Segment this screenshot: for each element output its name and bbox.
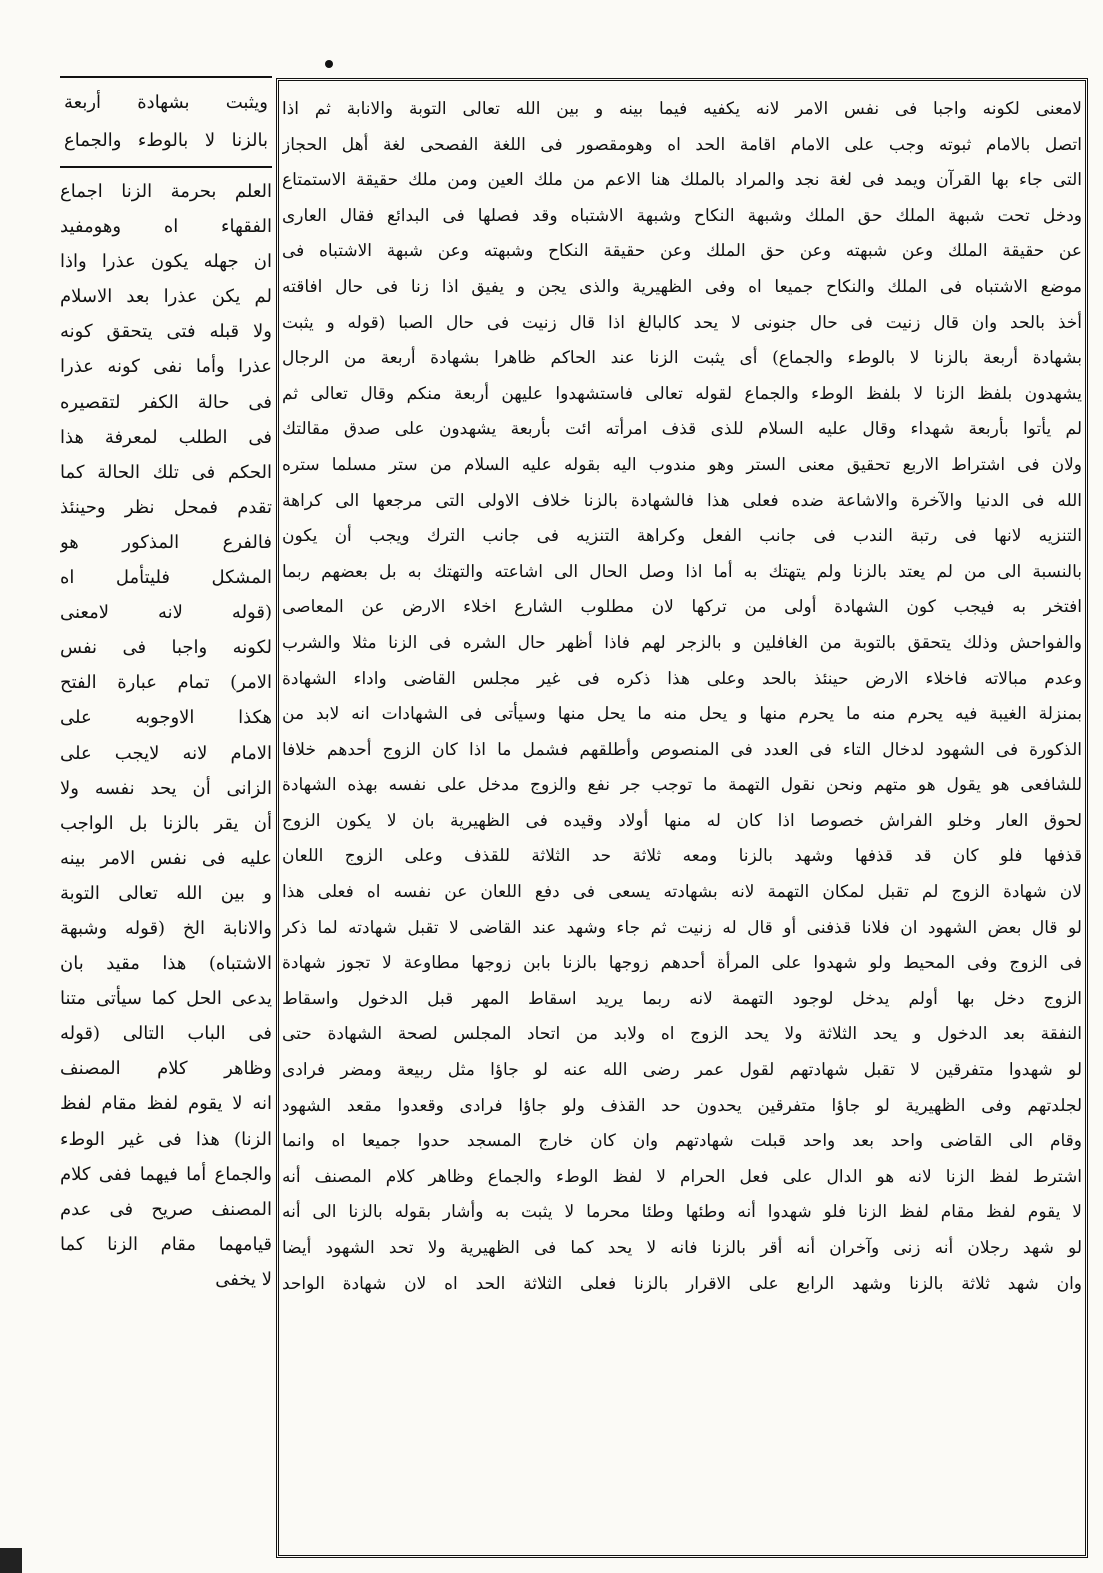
text-line: بشهادة أربعة بالزنا لا بالوطء والجماع) أى يثبت الزنا عند الحاكم ظاهرا بشهادة أربعة من الرجال <box>282 348 1082 369</box>
text-line: عليه فى نفس الامر بينه <box>60 847 272 869</box>
scan-mark <box>0 1548 22 1573</box>
page-dot <box>325 60 333 68</box>
text-line: الامر) تمام عبارة الفتح <box>60 672 272 694</box>
text-line: لكونه واجبا فى نفس <box>60 637 272 659</box>
text-line: الذكورة فى الشهود لدخال التاء فى العدد فى المنصوص وأطلقهم فشمل ما اذا كان الزوج أحدهم خلافا <box>282 739 1082 760</box>
text-line: موضع الاشتباه فى الملك والنكاح جميعا اه وفى الظهيرية والذى يجن و يفيق اذا زنا فى حال افاقته <box>282 276 1082 297</box>
text-line: الامام لانه لايجب على <box>60 742 272 764</box>
text-line: ولان فى اشتراط الاربع تحقيق معنى الستر وهو مندوب اليه بقوله عليه السلام من ستر مسلما ستره <box>282 454 1082 475</box>
text-line: قذفها فلو كان قد قذفها وشهد بالزنا ومعه ثلاثة حد الثلاثة للقذف وعلى الزوج اللعان <box>282 846 1082 867</box>
text-line: لا يخفى <box>215 1268 272 1290</box>
text-line: ان جهله يكون عذرا واذا <box>60 251 272 273</box>
text-line: وظاهر كلام المصنف <box>60 1058 272 1080</box>
text-line: عذرا وأما نفى كونه عذرا <box>60 356 272 378</box>
text-line: لو شهدوا متفرقين لا تقبل شهادتهم لقول عمر رضى الله عنه لو جاؤا مثل ربيعة ومضر فرادى <box>282 1060 1082 1081</box>
text-line: وقام الى القاضى واحد بعد واحد قبلت شهادتهم وان كان خارج المسجد حدوا جميعا اه وانما <box>282 1131 1082 1152</box>
text-line: يدعى الحل كما سيأتى متنا <box>60 988 272 1010</box>
text-line: فى حالة الكفر لتقصيره <box>60 391 272 413</box>
side-text <box>60 174 272 1297</box>
text-line: بالنسبة الى من لم يعتد بالزنا ولم يتهتك به أما اذا وصل الحال الى اشاعته والتهتك به بل بعضهم ربما <box>282 561 1082 582</box>
text-line: والانابة الخ (قوله وشبهة <box>60 917 272 939</box>
text-line: فى الطلب لمعرفة هذا <box>60 426 272 448</box>
text-line: لم يأتوا بأربعة شهداء وقال عليه السلام للذى قذف امرأته ائت بأربعة يشهدون على صدق مقالتك <box>282 419 1082 440</box>
text-line: فالفرع المذكور هو <box>60 531 272 553</box>
text-line: وعدم مبالاته فاخلاء الارض حينئذ بالحد وعلى هذا ذكره فى غير مجلس القاضى واداء الشهادة <box>282 668 1082 689</box>
text-line: والجماع أما فيهما ففى كلام <box>60 1163 272 1185</box>
text-line: النفقة بعد الدخول و يحد الثلاثة ولا يحد الزوج اه ولابد من اتحاد المجلس لصحة الشهادة حتى <box>282 1024 1082 1045</box>
text-line: لامعنى لكونه واجبا فى نفس الامر لانه يكفيه فيما بينه و بين الله تعالى التوبة والانابة ثم اذا <box>282 99 1082 119</box>
text-line: للشافعى هو يقول هو متهم ونحن نقول التهمة ما توجب جر نفع والزوج مدخل على نفسه بهذه الشهادة <box>282 775 1082 796</box>
main-text <box>282 92 1082 1302</box>
text-line: اشترط لفظ الزنا لانه هو الدال على فعل الحرام لا لفظ الوطء والجماع وظاهر كلام المصنف أنه <box>282 1166 1082 1187</box>
text-line: الله فى الدنيا والآخرة والاشاعة ضده فعلى هذا فالشهادة بالزنا خلاف الاولى التى مرجعها الى كراهة <box>282 490 1082 511</box>
text-line: وان شهد ثلاثة بالزنا وشهد الرابع على الاقرار بالزنا فعلى الثلاثة الحد اه لان شهادة الواحد <box>282 1273 1082 1294</box>
text-line: فى الزوج وفى المحيط ولو شهدوا على المرأة أحدهم زوجها بالزنا بابن زوجها مطاوعة لا تجوز شهادة <box>282 953 1082 974</box>
text-line: عن حقيقة الملك وعن شبهته وعن حق الملك وعن حقيقة النكاح وشبهته وعن شبهة الاشتباه فى <box>282 241 1082 262</box>
text-line: المشكل فليتأمل اه <box>60 567 272 589</box>
text-line: (قوله لانه لامعنى <box>60 602 272 624</box>
side-header <box>60 76 272 168</box>
text-line: التى جاء بها القرآن ويمد فى لغة نجد والمراد بالملك هنا الاعم من ملك العين ومن ملك حقيقة الاستمتاع <box>282 170 1082 191</box>
text-line: لجلدتهم وفى الظهيرية لو جاؤا متفرقين يحدون حد القذف ولو جاؤا فرادى وقعدوا مقعد الشهود <box>282 1095 1082 1116</box>
text-line: الزانى أن يحد نفسه ولا <box>60 777 272 799</box>
text-line: الزوج دخل بها أولم يدخل لوجود التهمة لانه ربما يريد اسقاط المهر قبل الدخول واسقاط <box>282 988 1082 1009</box>
text-line: لا يقوم لفظ مقام لفظ الزنا فلو شهدوا أنه وطئها وطئا محرما لا يثبت به وأشار بقوله بالزنا الى أنه <box>282 1202 1082 1223</box>
text-line: المصنف صريح فى عدم <box>60 1198 272 1220</box>
text-line: أخذ بالحد وان قال زنيت فى حال جنونى لا يحد كالبالغ اذا قال زنيت فى حال الصبا (قوله و يثبت <box>282 312 1082 333</box>
text-line: قيامهما مقام الزنا كما <box>60 1233 272 1255</box>
text-line: الزنا) هذا فى غير الوطء <box>60 1128 272 1150</box>
text-line: بالزنا لا بالوطء والجماع <box>64 130 268 151</box>
text-line: لحوق العار وخلو الفراش خصوصا اذا كان له منها أولاد وقيده فى الظهيرية بان لا يكون الزوج <box>282 810 1082 831</box>
text-line: تقدم فمحل نظر وحينئذ <box>60 496 272 518</box>
text-line: ودخل تحت شبهة الملك حق الملك وشبهة النكاح وشبهة الاشتباه وقد فصلها فى البدائع فقال العارى <box>282 205 1082 226</box>
text-line: انه لا يقوم لفظ مقام لفظ <box>60 1093 272 1115</box>
text-line: فى الباب التالى (قوله <box>60 1023 272 1045</box>
text-line: لم يكن عذرا بعد الاسلام <box>60 286 272 308</box>
text-line: لو قال بعض الشهود ان فلانا قذفنى أو قال له زنيت ثم جاء وشهد عند القاضى لا تقبل شهادته لما ذكر <box>282 917 1082 938</box>
text-line: اتصل بالامام ثبوته وجب على الامام اقامة الحد اه وهومقصور فى اللغة الفصحى لغة أهل الحجاز <box>282 134 1082 155</box>
text-line: أن يقر بالزنا بل الواجب <box>60 812 272 834</box>
text-line: هكذا الاوجوبه على <box>60 707 272 729</box>
text-line: التنزيه لانها فى رتبة الندب فى جانب الفعل وكراهة التنزيه فى جانب الترك ويجب أن يكون <box>282 526 1082 547</box>
text-line: يشهدون بلفظ الزنا لا بلفظ الوطء والجماع لقوله تعالى فاستشهدوا عليهن أربعة منكم وقال تعالى ثم <box>282 383 1082 404</box>
text-line: ولا قبله فتى يتحقق كونه <box>60 321 272 343</box>
text-line: لو شهد رجلان أنه زنى وآخران أنه أقر بالزنا فانه لا يحد كما فى الظهيرية ولا تحد الشهود أيضا <box>282 1238 1082 1258</box>
text-line: الفقهاء اه وهومفيد <box>60 216 272 238</box>
text-line: بمنزلة الغيبة فيه يحرم منه ما يحرم منها و يحل منه ما يحل منها وسيأتى فى الشهادات انه لابد من <box>282 704 1082 725</box>
text-line: الحكم فى تلك الحالة كما <box>60 461 272 483</box>
text-line: والفواحش وذلك يتحقق بالتوبة من الغافلين و بالزجر لهم فاذا أظهر حال الشره فى الزنا مثلا والشرب <box>282 632 1082 653</box>
text-line: الاشتباه) هذا مقيد بان <box>60 953 272 975</box>
text-line: العلم بحرمة الزنا اجماع <box>60 181 272 202</box>
text-line: لان شهادة الزوج لم تقبل لمكان التهمة لانه بشهادته يسعى فى دفع اللعان عن نفسه اه فعلى هذا <box>282 882 1082 903</box>
text-line: افتخر به فيجب كون الشهادة أولى من تركها لان مطلوب الشارع اخلاء الارض عن المعاصى <box>282 597 1082 618</box>
text-line: و بين الله تعالى التوبة <box>60 882 272 904</box>
text-line: ويثبت بشهادة أربعة <box>64 92 268 113</box>
